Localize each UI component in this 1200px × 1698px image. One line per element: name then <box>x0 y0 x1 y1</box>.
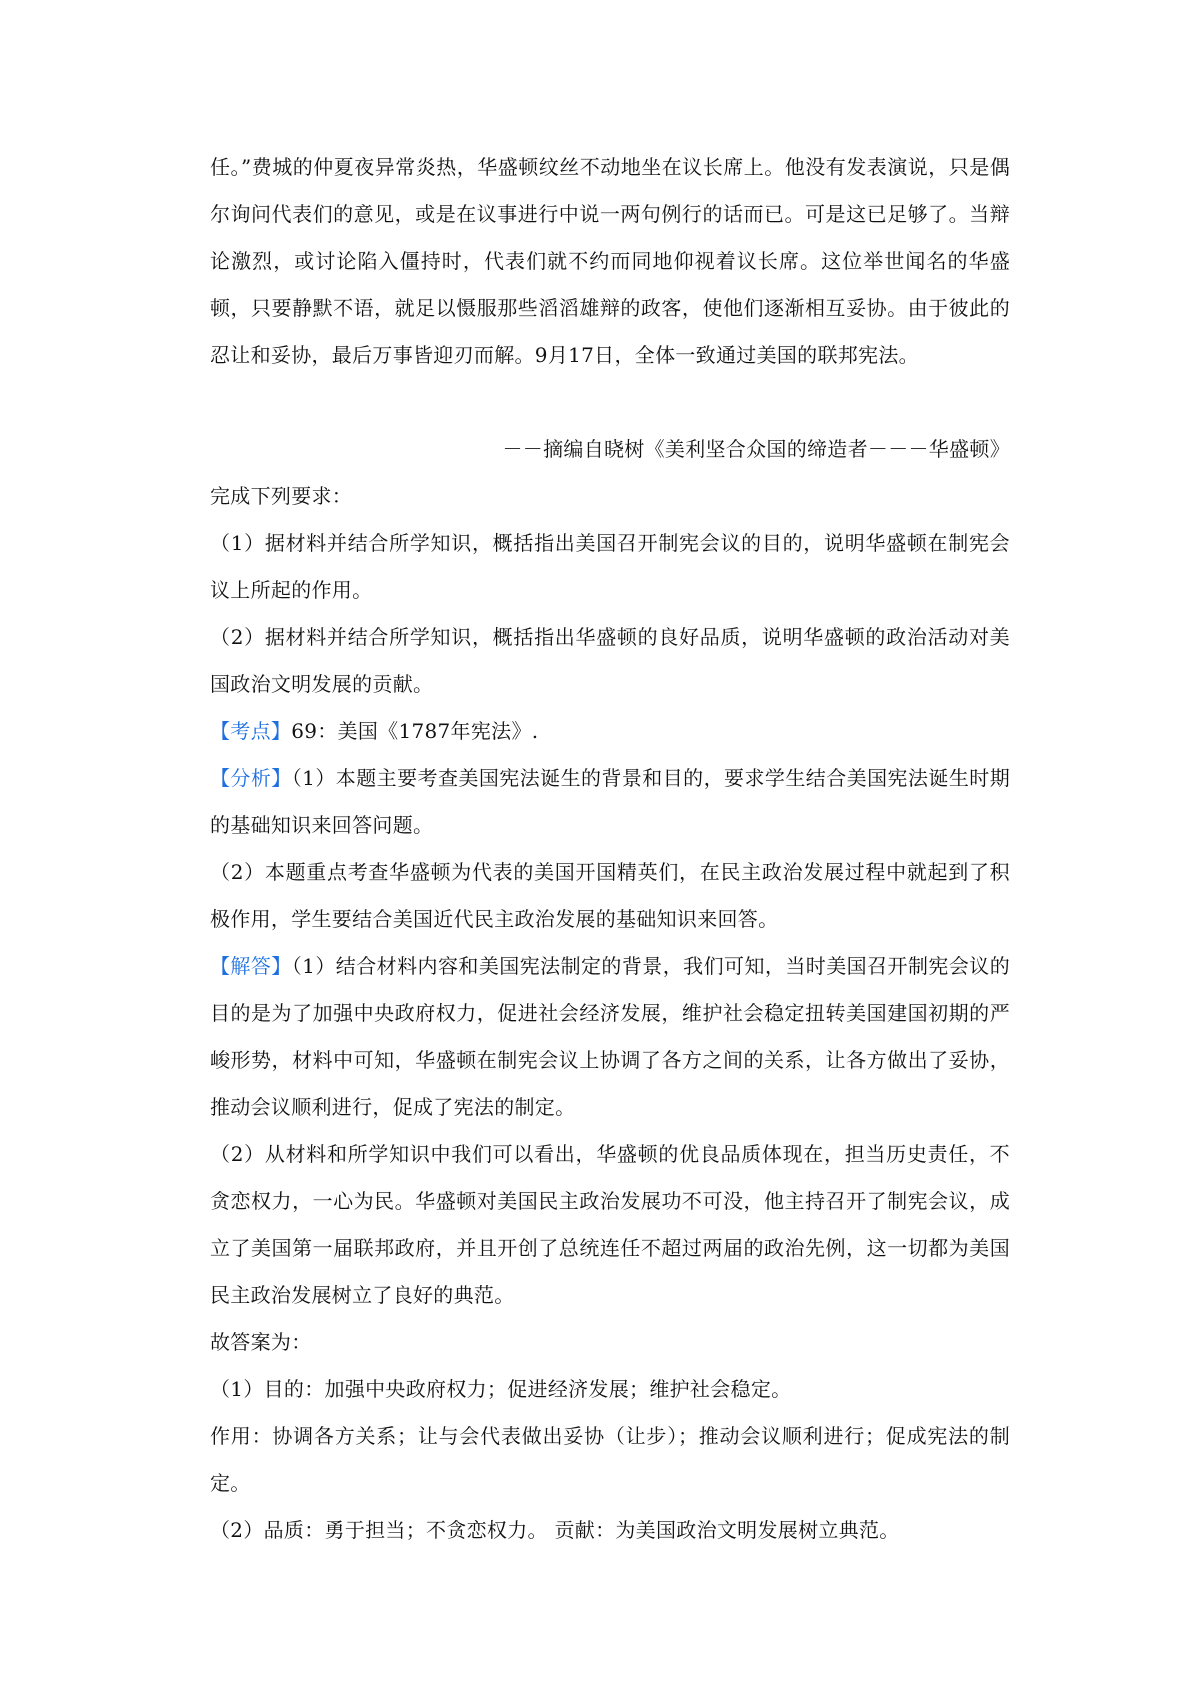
answer-1-effect: 作用：协调各方关系；让与会代表做出妥协（让步）；推动会议顺利进行；促成宪法的制定。 <box>210 1424 1010 1495</box>
answer-1: （1）目的：加强中央政府权力；促进经济发展；维护社会稳定。 <box>210 1377 792 1401</box>
kaodian-text: 69：美国《1787年宪法》. <box>291 719 539 743</box>
answer-2: （2）品质：勇于担当；不贪恋权力。 贡献：为美国政治文明发展树立典范。 <box>210 1518 900 1542</box>
fenxi-text-2: （2）本题重点考查华盛顿为代表的美国开国精英们，在民主政治发展过程中就起到了积极作用，学生要结合美国近代民主政治发展的基础知识来回答。 <box>210 860 1010 931</box>
fenxi-label: 【分析】 <box>210 766 292 790</box>
jieda-text-1: （1）结合材料内容和美国宪法制定的背景，我们可知，当时美国召开制宪会议的目的是为了加强中央政府权力，促进社会经济发展，维护社会稳定扭转美国建国初期的严峻形势，材料中可知，华盛顿在制宪会议上协调了各方之间的关系，让各方做出了妥协，推动会议顺利进行，促成了宪法的制定。 <box>210 954 1010 1119</box>
fenxi-text-1: （1）本题主要考查美国宪法诞生的背景和目的，要求学生结合美国宪法诞生时期的基础知识来回答问题。 <box>210 766 1010 837</box>
jieda-section <box>210 943 1010 1131</box>
fenxi-section <box>210 755 1010 849</box>
material-source: －－摘编自晓树《美利坚合众国的缔造者－－－华盛顿》 <box>502 437 1010 461</box>
kaodian-label: 【考点】 <box>210 719 292 743</box>
question-1: （1）据材料并结合所学知识，概括指出美国召开制宪会议的目的，说明华盛顿在制宪会议上所起的作用。 <box>210 531 1010 602</box>
answer-intro: 故答案为： <box>210 1330 312 1354</box>
material-paragraph: 任。”费城的仲夏夜异常炎热，华盛顿纹丝不动地坐在议长席上。他没有发表演说，只是偶尔询问代表们的意见，或是在议事进行中说一两句例行的话而已。可是这已足够了。当辩论激烈，或讨论陷入僵持时，代表们就不约而同地仰视着议长席。这位举世闻名的华盛顿，只要静默不语，就足以慑服那些滔滔雄辩的政客，使他们逐渐相互妥协。由于彼此的忍让和妥协，最后万事皆迎刃而解。9月17日，全体一致通过美国的联邦宪法。 <box>210 155 1010 367</box>
question-2: （2）据材料并结合所学知识，概括指出华盛顿的良好品质，说明华盛顿的政治活动对美国政治文明发展的贡献。 <box>210 625 1010 696</box>
kaodian-section <box>210 708 1010 755</box>
jieda-label: 【解答】 <box>210 954 292 978</box>
question-intro: 完成下列要求： <box>210 484 353 508</box>
jieda-text-2: （2）从材料和所学知识中我们可以看出，华盛顿的优良品质体现在，担当历史责任，不贪恋权力，一心为民。华盛顿对美国民主政治发展功不可没，他主持召开了制宪会议，成立了美国第一届联邦政府，并且开创了总统连任不超过两届的政治先例，这一切都为美国民主政治发展树立了良好的典范。 <box>210 1142 1010 1307</box>
